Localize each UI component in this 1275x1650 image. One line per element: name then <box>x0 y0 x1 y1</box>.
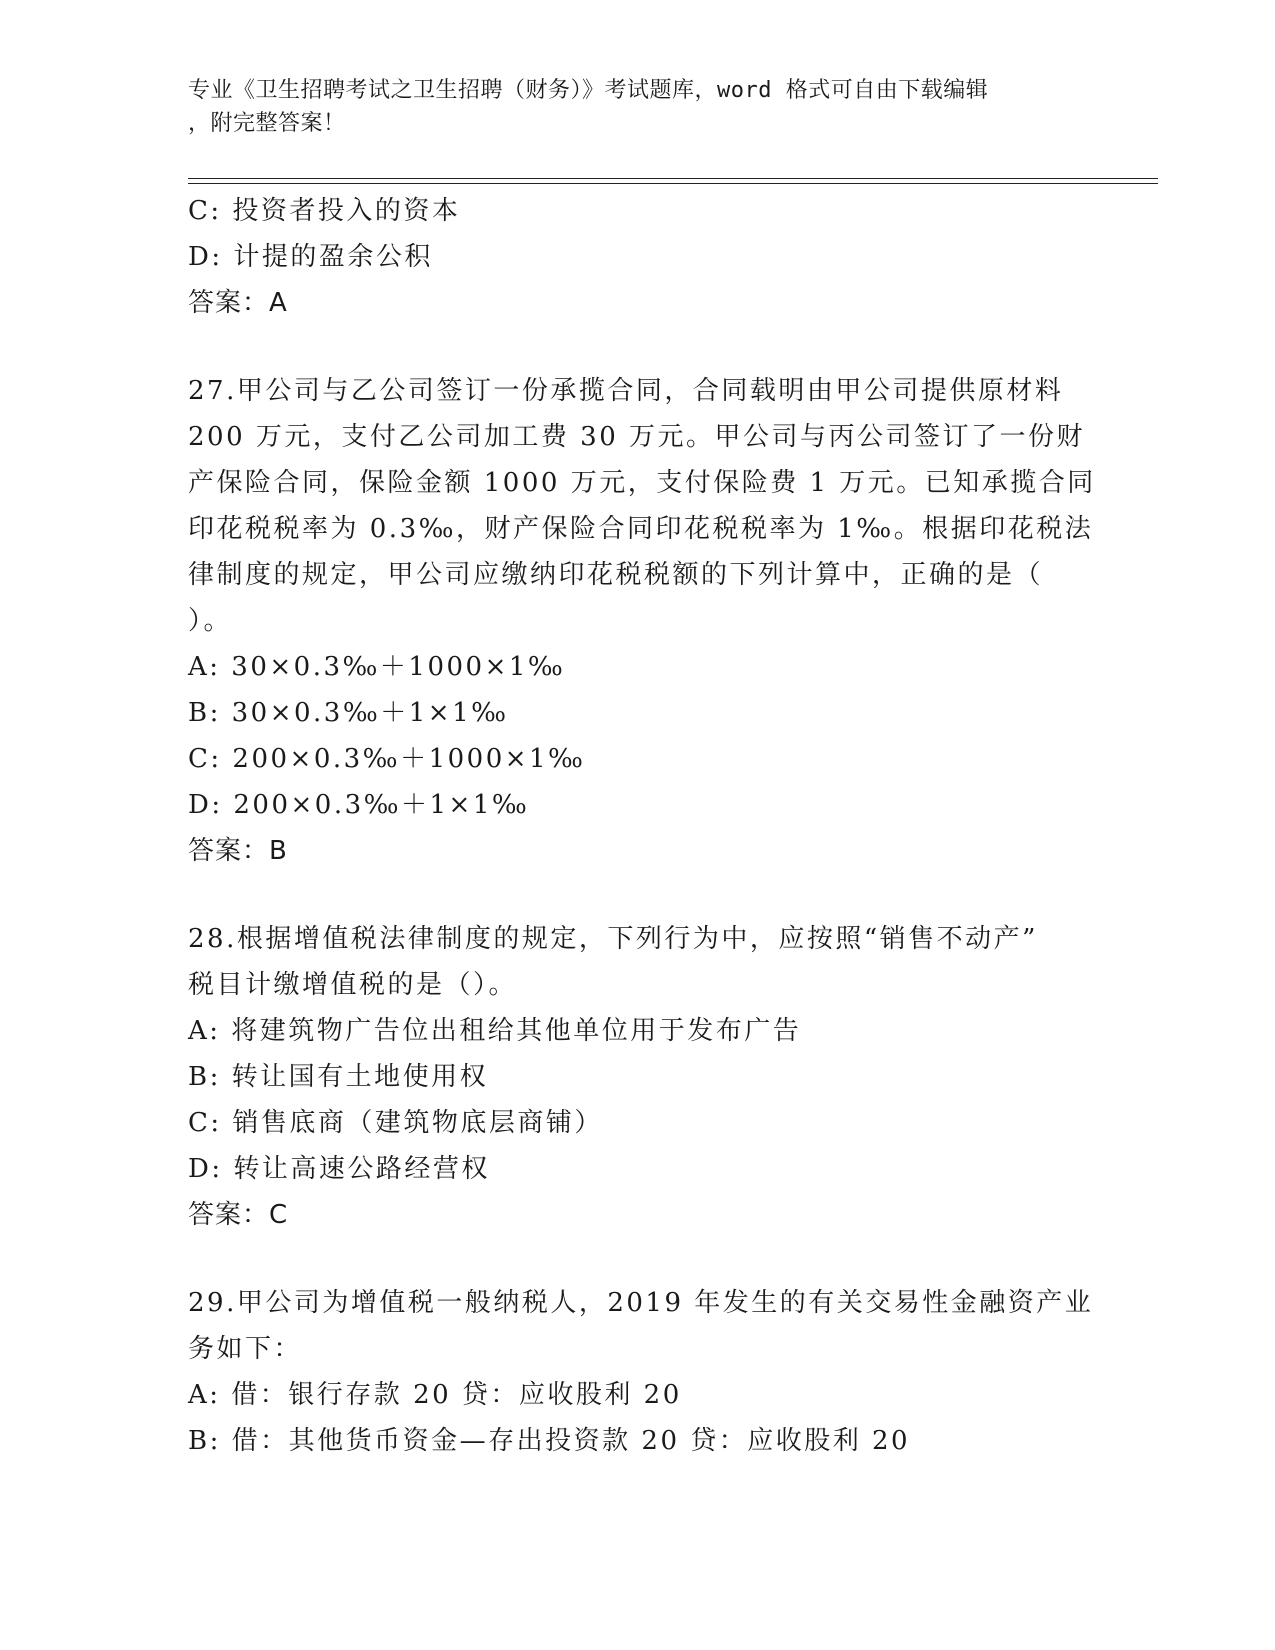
header-divider-top <box>188 178 1158 179</box>
option-d: D: 转让高速公路经营权 <box>188 1154 490 1184</box>
header-divider-bottom <box>188 183 1158 184</box>
question-stem-line: 28.根据增值税法律制度的规定，下列行为中，应按照“销售不动产” <box>188 924 1038 954</box>
question-28 <box>188 916 1088 1238</box>
answer-label: 答案：C <box>188 1200 289 1230</box>
option-c: C: 销售底商（建筑物底层商铺） <box>188 1108 603 1138</box>
question-stem-line: 印花税税率为 0.3‰，财产保险合同印花税税率为 1‰。根据印花税法 <box>188 514 1094 544</box>
option-d: D: 200×0.3‰＋1×1‰ <box>188 790 530 820</box>
spacer <box>188 874 1088 916</box>
question-stem-line: 200 万元，支付乙公司加工费 30 万元。甲公司与丙公司签订了一份财 <box>188 422 1086 452</box>
option-b: B: 借：其他货币资金—存出投资款 20 贷：应收股利 20 <box>188 1426 911 1456</box>
answer-label: 答案：A <box>188 288 288 318</box>
option-d: D: 计提的盈余公积 <box>188 242 433 272</box>
question-stem-line: 27.甲公司与乙公司签订一份承揽合同，合同载明由甲公司提供原材料 <box>188 376 1064 406</box>
question-29 <box>188 1280 1094 1464</box>
document-body <box>188 188 1096 1464</box>
question-stem-line: 税目计缴增值税的是（）。 <box>188 970 518 1000</box>
question-27 <box>188 368 1096 874</box>
spacer <box>188 326 1088 368</box>
header-line-2: ，附完整答案！ <box>188 111 346 136</box>
question-stem-line: 29.甲公司为增值税一般纳税人，2019 年发生的有关交易性金融资产业 <box>188 1288 1094 1318</box>
option-a: A: 30×0.3‰＋1000×1‰ <box>188 652 566 682</box>
question-stem-line: 务如下： <box>188 1334 303 1364</box>
spacer <box>188 1238 1088 1280</box>
question-stem-line: 律制度的规定，甲公司应缴纳印花税税额的下列计算中，正确的是（ <box>188 560 1044 590</box>
option-c: C: 投资者投入的资本 <box>188 196 461 226</box>
option-a: A: 将建筑物广告位出租给其他单位用于发布广告 <box>188 1016 802 1046</box>
option-c: C: 200×0.3‰＋1000×1‰ <box>188 744 586 774</box>
question-stem-line: ）。 <box>188 606 233 636</box>
page-header <box>188 74 1088 140</box>
header-line-1: 专业《卫生招聘考试之卫生招聘（财务）》考试题库，word 格式可自由下载编辑 <box>188 78 989 103</box>
option-a: A: 借：银行存款 20 贷：应收股利 20 <box>188 1380 682 1410</box>
question-26-tail <box>188 188 1088 326</box>
option-b: B: 30×0.3‰＋1×1‰ <box>188 698 509 728</box>
question-stem-line: 产保险合同，保险金额 1000 万元，支付保险费 1 万元。已知承揽合同 <box>188 468 1096 498</box>
option-b: B: 转让国有土地使用权 <box>188 1062 489 1092</box>
answer-label: 答案：B <box>188 836 288 866</box>
